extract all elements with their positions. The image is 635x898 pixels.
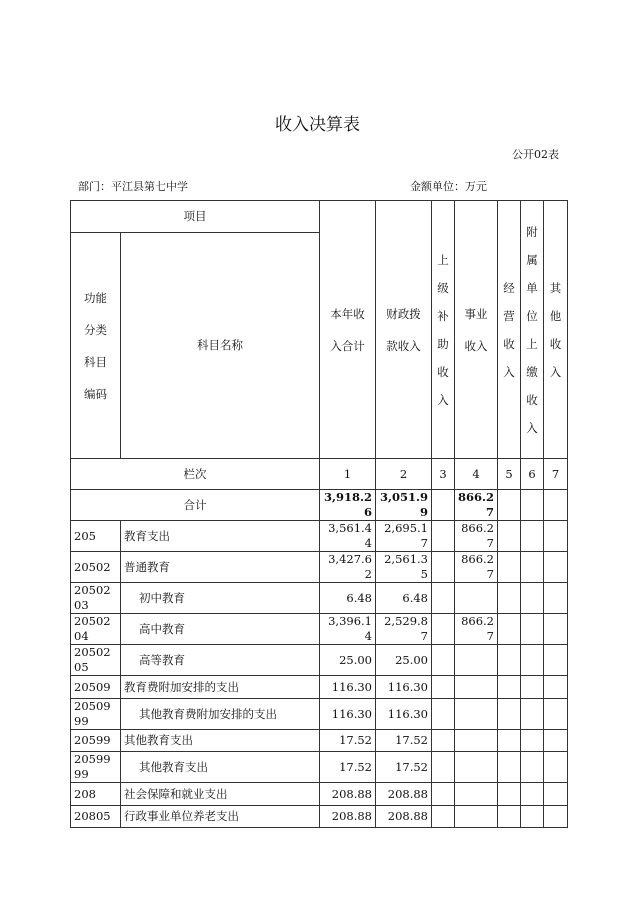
table-row <box>71 552 568 583</box>
header-business: 事业收入 <box>455 201 498 459</box>
row-name: 普通教育 <box>121 552 320 583</box>
row-code: 2050203 <box>71 583 121 614</box>
row-total: 208.88 <box>320 806 376 828</box>
header-name: 科目名称 <box>121 233 320 459</box>
row-business <box>455 752 498 783</box>
row-total: 3,561.44 <box>320 521 376 552</box>
row-fiscal: 208.88 <box>376 806 432 828</box>
row-total: 3,396.14 <box>320 614 376 645</box>
row-business <box>455 806 498 828</box>
row-business <box>455 783 498 806</box>
header-code: 功能分类科目编码 <box>71 233 121 459</box>
row-name: 高等教育 <box>121 645 320 676</box>
total-fiscal: 3,051.99 <box>376 490 432 521</box>
page-title: 收入决算表 <box>275 115 360 135</box>
header-project: 项目 <box>71 201 320 233</box>
row-business <box>455 699 498 730</box>
row-code: 2059999 <box>71 752 121 783</box>
row-fiscal: 17.52 <box>376 730 432 752</box>
unit-label: 金额单位：万元 <box>410 180 487 193</box>
total-business: 866.27 <box>455 490 498 521</box>
col-num: 3 <box>432 459 455 490</box>
row-code: 208 <box>71 783 121 806</box>
row-fiscal: 2,529.87 <box>376 614 432 645</box>
col-num: 5 <box>498 459 521 490</box>
row-name: 其他教育费附加安排的支出 <box>121 699 320 730</box>
table-row <box>71 521 568 552</box>
row-name: 教育支出 <box>121 521 320 552</box>
row-business: 866.27 <box>455 552 498 583</box>
row-code: 20805 <box>71 806 121 828</box>
department-label: 部门：平江县第七中学 <box>78 180 188 193</box>
col-num: 6 <box>521 459 544 490</box>
table-row <box>71 752 568 783</box>
row-fiscal: 25.00 <box>376 645 432 676</box>
row-fiscal: 116.30 <box>376 699 432 730</box>
row-business <box>455 730 498 752</box>
col-num: 7 <box>544 459 568 490</box>
table-number: 公开02表 <box>512 148 559 161</box>
table-row <box>71 614 568 645</box>
income-table <box>70 200 568 828</box>
total-label: 合计 <box>71 490 320 521</box>
table-row <box>71 783 568 806</box>
row-name: 其他教育支出 <box>121 752 320 783</box>
row-code: 2050205 <box>71 645 121 676</box>
row-name: 高中教育 <box>121 614 320 645</box>
row-business <box>455 676 498 699</box>
row-total: 3,427.62 <box>320 552 376 583</box>
row-code: 205 <box>71 521 121 552</box>
table-row <box>71 583 568 614</box>
row-business <box>455 645 498 676</box>
row-code: 20502 <box>71 552 121 583</box>
table-row <box>71 699 568 730</box>
header-total: 本年收入合计 <box>320 201 376 459</box>
row-name: 教育费附加安排的支出 <box>121 676 320 699</box>
row-total: 17.52 <box>320 730 376 752</box>
table-row <box>71 676 568 699</box>
row-total: 116.30 <box>320 676 376 699</box>
row-code: 2050204 <box>71 614 121 645</box>
row-fiscal: 208.88 <box>376 783 432 806</box>
total-row <box>71 490 568 521</box>
row-name: 其他教育支出 <box>121 730 320 752</box>
header-fiscal: 财政拨款收入 <box>376 201 432 459</box>
col-num: 2 <box>376 459 432 490</box>
row-fiscal: 2,695.17 <box>376 521 432 552</box>
row-total: 6.48 <box>320 583 376 614</box>
row-total: 116.30 <box>320 699 376 730</box>
row-code: 2050999 <box>71 699 121 730</box>
total-income: 3,918.26 <box>320 490 376 521</box>
row-fiscal: 6.48 <box>376 583 432 614</box>
row-fiscal: 2,561.35 <box>376 552 432 583</box>
row-business: 866.27 <box>455 614 498 645</box>
row-code: 20599 <box>71 730 121 752</box>
row-business: 866.27 <box>455 521 498 552</box>
header-operating: 经营收入 <box>498 201 521 459</box>
header-affiliated: 附属单位上缴收入 <box>521 201 544 459</box>
row-name: 社会保障和就业支出 <box>121 783 320 806</box>
row-total: 25.00 <box>320 645 376 676</box>
col-num: 1 <box>320 459 376 490</box>
row-fiscal: 17.52 <box>376 752 432 783</box>
table-row <box>71 806 568 828</box>
row-name: 行政事业单位养老支出 <box>121 806 320 828</box>
col-num: 4 <box>455 459 498 490</box>
header-other: 其他收入 <box>544 201 568 459</box>
col-label: 栏次 <box>71 459 320 490</box>
row-code: 20509 <box>71 676 121 699</box>
table-row <box>71 645 568 676</box>
row-total: 208.88 <box>320 783 376 806</box>
table-row <box>71 730 568 752</box>
row-name: 初中教育 <box>121 583 320 614</box>
header-upper: 上级补助收入 <box>432 201 455 459</box>
row-total: 17.52 <box>320 752 376 783</box>
row-business <box>455 583 498 614</box>
row-fiscal: 116.30 <box>376 676 432 699</box>
